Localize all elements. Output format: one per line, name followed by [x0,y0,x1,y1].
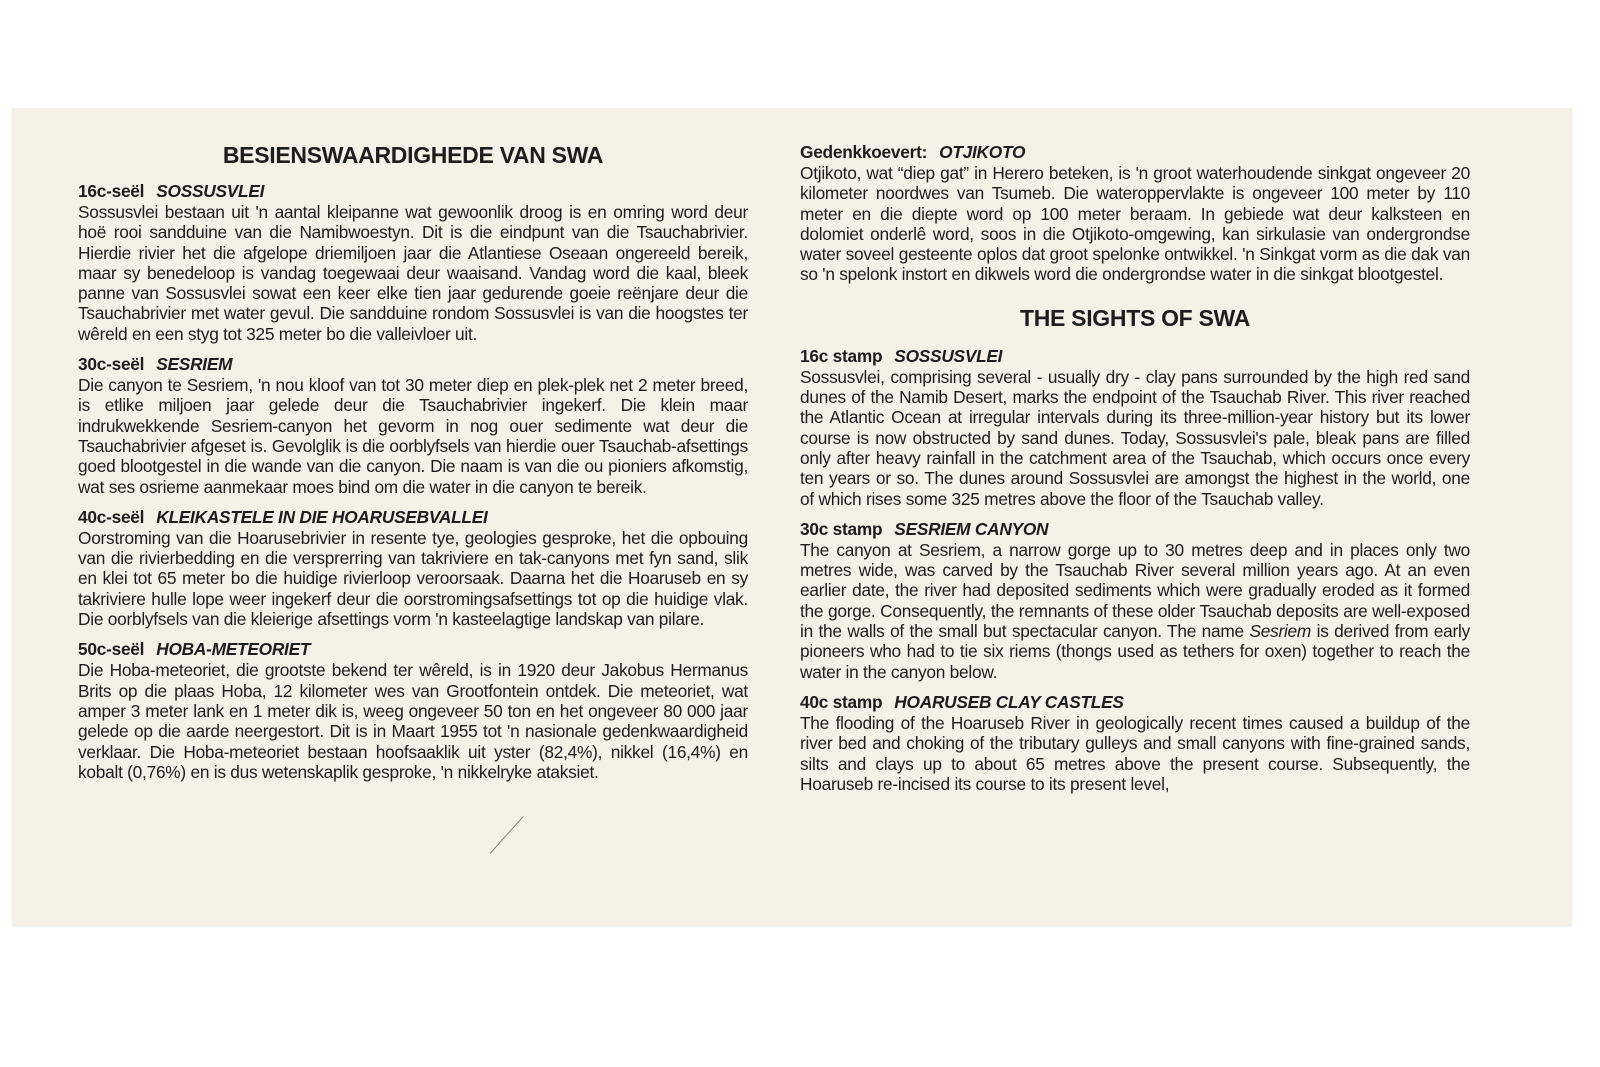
stamp-value: 30c stamp [800,518,883,539]
stamp-value: 30c-seël [78,354,145,375]
section-30c-sesriem-af [78,354,748,497]
section-title [78,354,748,375]
english-column [800,142,1470,804]
stamp-value: 40c stamp [800,691,883,712]
section-text: Sossusvlei, comprising several - usually dry - clay pans surrounded by the high red sand dunes of the Namib Desert, marks the endpoint of the Tsauchab River. This river reached the Atlantic Ocean at irregular intervals during its three-million-year history but its lower course is now obstructed by sand dunes. Today, Sossusvlei's pale, bleak pans are filled only after heavy rainfall in the catchment area of the Tsauchab, which occurs once every ten years or so. The dunes around Sossusvlei are amongst the highest in the world, one of which rises some 325 metres above the floor of the Tsauchab valley. [800,366,1470,509]
sight-name: KLEIKASTELE IN DIE HOARUSEBVALLEI [156,506,488,527]
sight-name: SOSSUSVLEI [894,345,1003,366]
section-40c-hoaruseb-en [800,692,1470,794]
section-text [800,540,1470,682]
section-title [800,692,1470,713]
section-text: Die Hoba-meteoriet, die grootste bekend ter wêreld, is in 1920 deur Jakobus Hermanus Brits op die plaas Hoba, 12 kilometer wes van Grootfontein ontdek. Die meteoriet, wat amper 3 meter lank en 1 meter dik is, weeg ongeveer 50 ton en het ongeveer 80 000 jaar gelede op die aarde neergestort. Dit is in Maart 1955 tot 'n nasionale gedenkwaardigheid verklaar. Die Hoba-meteoriet bestaan hoofsaaklik uit yster (82,4%), nikkel (16,4%) en kobalt (0,76%) en is dus wetenskaplik gesproke, 'n nikkelryke ataksiet. [78,660,748,782]
section-cover-otjikoto [800,142,1470,285]
section-16c-sossusvlei-en [800,346,1470,509]
document-card [12,108,1572,926]
sight-name: HOBA-METEORIET [156,639,311,660]
italic-term: Sesriem [1249,621,1312,642]
section-title [78,639,748,660]
section-title [800,519,1470,540]
afrikaans-heading: BESIENSWAARDIGHEDE VAN SWA [222,142,604,168]
section-30c-sesriem-en [800,519,1470,682]
sight-name: HOARUSEB CLAY CASTLES [894,691,1124,712]
stamp-value: 40c-seël [78,506,145,527]
sight-name: SESRIEM CANYON [894,518,1049,539]
section-text: Oorstroming van die Hoarusebrivier in resente tye, geologies gesproke, het die opbouing van die rivierbedding en die versprerring van takriviere en tak-canyons met fyn sand, slik en klei tot 65 meter bo die huidige rivierloop veroorsaak. Daarna het die Hoaruseb en sy takriviere hulle lope weer ingekerf deur die oorstromingsafsettings tot op die huidige vlak. Die oorblyfsels van die kleierige afsettings vorm 'n kasteelagtige landskap van pilare. [78,527,748,630]
section-title [78,181,748,202]
text-part: is derived from early pioneers who had to tie six riems (thongs used as tethers for oxen) together to reach the water in the canyon below. [800,621,1470,682]
section-16c-sossusvlei-af [78,181,748,344]
text-part: The canyon at Sesriem, a narrow gorge up to 30 metres deep and in places only two metres wide, was carved by the Tsauchab River several million years ago. At an even earlier date, the river had deposited sediments which were gradually eroded as it formed the gorge. Consequently, the remnants of these older Tsauchab deposits are well-exposed in the walls of the small but spectacular canyon. The name [800,539,1470,642]
section-title [78,507,748,528]
sight-name: OTJIKOTO [939,142,1026,162]
section-50c-hoba-af [78,639,748,782]
afrikaans-column [78,142,748,792]
sight-name: SOSSUSVLEI [156,181,265,201]
section-text: Otjikoto, wat “diep gat” in Herero beteken, is 'n groot waterhoudende sinkgat ongeveer 20 kilometer noordwes van Tsumeb. Die wateroppervlakte is ongeveer 100 meter by 110 meter en die diepte word op 100 meter beraam. In gebiede wat deur kalksteen en dolomiet onderlê word, soos in die Otjikoto-omgewing, kan sirkulasie van ondergrondse water soveel gesteente oplos dat groot spelonke ontwikkel. 'n Sinkgat vorm as die dak van so 'n spelonk instort en dikwels word die ondergrondse water in die sinkgat blootgestel. [800,163,1470,285]
stamp-value: 16c-seël [78,181,145,201]
pen-mark [490,816,524,854]
stamp-value: 50c-seël [78,639,145,660]
section-text: Sossusvlei bestaan uit 'n aantal kleipanne wat gewoonlik droog is en omring word deur hoë rooi sandduine van die Namibwoestyn. Dit is die eindpunt van die Tsauchabrivier. Hierdie rivier het die afgelope driemiljoen jaar die Atlantiese Oseaan ongereeld bereik, maar sy benedeloop is vandag toegewaai deur waaisand. Vandag word die kaal, bleek panne van Sossusvlei sowat een keer elke tien jaar gedurende goeie reënjare deur die Tsauchabrivier met water gevul. Die sandduine rondom Sossusvlei is van die hoogstes ter wêreld en een styg tot 325 meter bo die valleivloer uit. [78,202,748,344]
english-heading: THE SIGHTS OF SWA [1019,304,1251,331]
sight-name: SESRIEM [156,354,233,375]
section-title [800,142,1470,163]
section-text: The flooding of the Hoaruseb River in geologically recent times caused a buildup of the river bed and choking of the tributary gulleys and small canyons with fine-grained sands, silts and clays up to about 65 metres above the present course. Subsequently, the Hoaruseb re-incised its course to its present level, [800,712,1470,794]
section-40c-kleikastele-af [78,507,748,629]
cover-label: Gedenkkoevert: [800,142,928,162]
stamp-value: 16c stamp [800,345,883,366]
section-title [800,346,1470,367]
section-text: Die canyon te Sesriem, 'n nou kloof van tot 30 meter diep en plek-plek net 2 meter breed, is etlike miljoen jaar gelede deur die Tsauchabrivier ingekerf. Die klein maar indrukwekkende Sesriem-canyon het gevorm in nog ouer sedimente wat deur die Tsauchabrivier afgeset is. Gevolglik is die oorblyfsels van hierdie ouer Tsauchab-afsettings goed blootgestel in die wande van die canyon. Die naam is van die ou pioniers afkomstig, wat ses osrieme aanmekaar moes bind om die water in die canyon te bereik. [78,375,748,497]
